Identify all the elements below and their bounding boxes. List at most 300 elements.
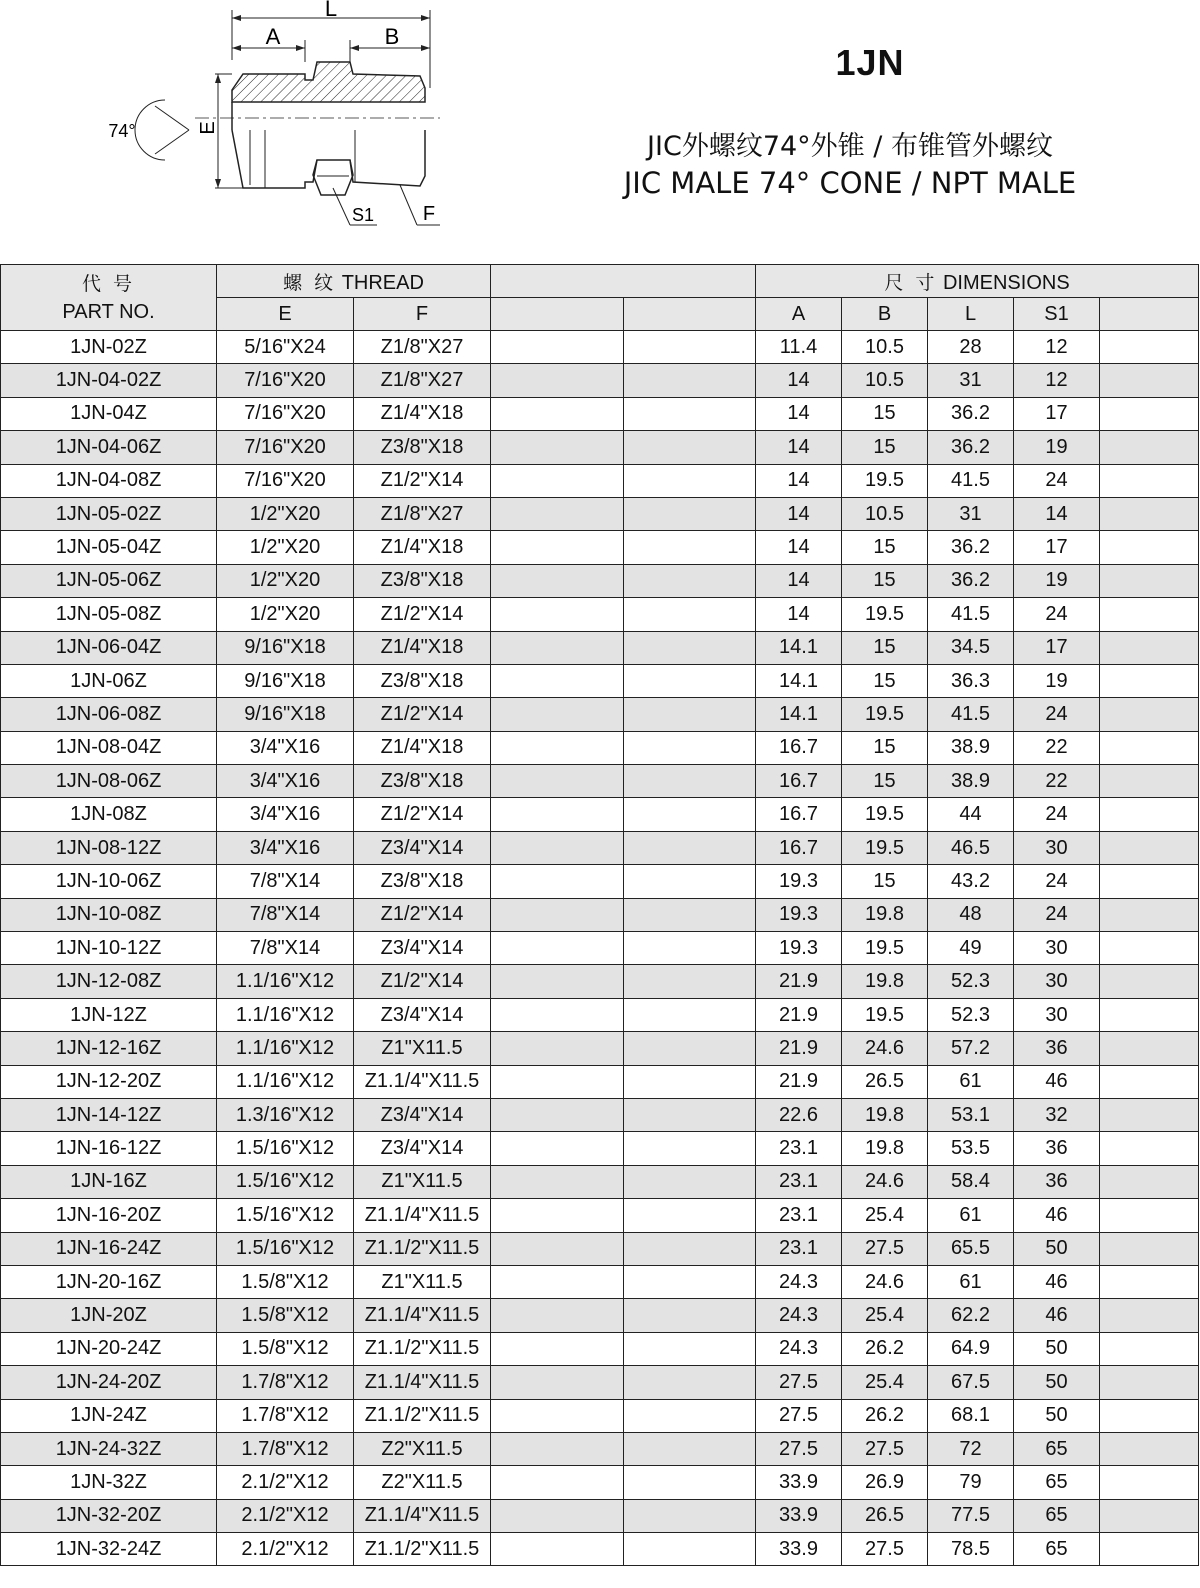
- cell-thread-F: Z1/8"X27: [354, 364, 491, 397]
- cell-blank-1: [491, 531, 624, 564]
- cell-blank-3: [1100, 564, 1199, 597]
- cell-thread-E: 2.1/2"X12: [217, 1499, 354, 1532]
- cell-dim-B: 19.8: [842, 1132, 928, 1165]
- table-body: [1, 331, 1199, 1566]
- cell-blank-2: [624, 497, 756, 530]
- cell-dim-L: 58.4: [928, 1165, 1014, 1198]
- cell-thread-E: 3/4"X16: [217, 831, 354, 864]
- cell-dim-A: 23.1: [756, 1132, 842, 1165]
- table-row: [1, 698, 1199, 731]
- table-row: [1, 431, 1199, 464]
- cell-thread-E: 9/16"X18: [217, 631, 354, 664]
- cell-blank-1: [491, 598, 624, 631]
- cell-thread-F: Z1.1/4"X11.5: [354, 1199, 491, 1232]
- cell-thread-E: 1/2"X20: [217, 497, 354, 530]
- table-row: [1, 1299, 1199, 1332]
- cell-dim-S1: 36: [1014, 1032, 1100, 1065]
- cell-part-no: 1JN-24-20Z: [1, 1366, 217, 1399]
- table-row: [1, 531, 1199, 564]
- cell-blank-3: [1100, 531, 1199, 564]
- cell-thread-F: Z3/4"X14: [354, 998, 491, 1031]
- cell-blank-2: [624, 1265, 756, 1298]
- table-row: [1, 1499, 1199, 1532]
- cell-thread-F: Z1.1/2"X11.5: [354, 1533, 491, 1566]
- cell-thread-E: 7/16"X20: [217, 431, 354, 464]
- cell-blank-3: [1100, 1065, 1199, 1098]
- header-col-F: F: [354, 298, 491, 331]
- cell-blank-2: [624, 998, 756, 1031]
- header-col-blank-2: [624, 298, 756, 331]
- cell-blank-1: [491, 564, 624, 597]
- cell-thread-E: 1/2"X20: [217, 531, 354, 564]
- table-row: [1, 598, 1199, 631]
- header-thread-en: THREAD: [341, 271, 424, 294]
- cell-thread-E: 2.1/2"X12: [217, 1466, 354, 1499]
- cell-thread-F: Z3/4"X14: [354, 1098, 491, 1131]
- cell-thread-E: 2.1/2"X12: [217, 1533, 354, 1566]
- cell-dim-L: 77.5: [928, 1499, 1014, 1532]
- cell-blank-1: [491, 464, 624, 497]
- cell-thread-E: 3/4"X16: [217, 798, 354, 831]
- cell-part-no: 1JN-20-16Z: [1, 1265, 217, 1298]
- cell-thread-E: 1.3/16"X12: [217, 1098, 354, 1131]
- cell-thread-F: Z1/2"X14: [354, 965, 491, 998]
- cell-part-no: 1JN-06-04Z: [1, 631, 217, 664]
- cell-dim-A: 22.6: [756, 1098, 842, 1131]
- cell-dim-L: 53.1: [928, 1098, 1014, 1131]
- cell-blank-2: [624, 1432, 756, 1465]
- cell-dim-A: 14: [756, 564, 842, 597]
- cell-blank-3: [1100, 731, 1199, 764]
- cell-part-no: 1JN-32-20Z: [1, 1499, 217, 1532]
- cell-dim-A: 27.5: [756, 1366, 842, 1399]
- cell-part-no: 1JN-20Z: [1, 1299, 217, 1332]
- table-row: [1, 865, 1199, 898]
- header-thread: [217, 265, 491, 298]
- cell-thread-F: Z3/4"X14: [354, 932, 491, 965]
- cell-dim-S1: 19: [1014, 664, 1100, 697]
- cell-thread-E: 1.1/16"X12: [217, 965, 354, 998]
- cell-thread-F: Z1/4"X18: [354, 731, 491, 764]
- cell-thread-E: 9/16"X18: [217, 664, 354, 697]
- table-row: [1, 1332, 1199, 1365]
- cell-dim-L: 61: [928, 1065, 1014, 1098]
- cell-blank-3: [1100, 698, 1199, 731]
- cell-blank-2: [624, 1466, 756, 1499]
- cell-dim-S1: 19: [1014, 431, 1100, 464]
- cell-thread-E: 1.5/8"X12: [217, 1332, 354, 1365]
- cell-dim-B: 26.5: [842, 1065, 928, 1098]
- cell-blank-1: [491, 1032, 624, 1065]
- cell-dim-B: 26.2: [842, 1332, 928, 1365]
- cell-dim-L: 78.5: [928, 1533, 1014, 1566]
- cell-blank-3: [1100, 998, 1199, 1031]
- cell-thread-F: Z1"X11.5: [354, 1265, 491, 1298]
- cell-blank-1: [491, 965, 624, 998]
- cell-dim-S1: 17: [1014, 631, 1100, 664]
- cell-dim-L: 52.3: [928, 965, 1014, 998]
- spec-table: [0, 264, 1199, 1566]
- dim-label-B: B: [384, 24, 400, 49]
- subtitle-chinese: JIC外螺纹74°外锥 / 布锥管外螺纹: [647, 131, 1053, 162]
- cell-part-no: 1JN-05-06Z: [1, 564, 217, 597]
- cell-thread-F: Z3/4"X14: [354, 831, 491, 864]
- cell-dim-S1: 32: [1014, 1098, 1100, 1131]
- cell-blank-3: [1100, 598, 1199, 631]
- cell-dim-S1: 46: [1014, 1299, 1100, 1332]
- cell-blank-3: [1100, 1199, 1199, 1232]
- cell-blank-2: [624, 798, 756, 831]
- cell-dim-L: 64.9: [928, 1332, 1014, 1365]
- cell-dim-B: 26.2: [842, 1399, 928, 1432]
- cell-thread-F: Z1/8"X27: [354, 331, 491, 364]
- cell-blank-2: [624, 431, 756, 464]
- cell-thread-F: Z1/8"X27: [354, 497, 491, 530]
- cell-part-no: 1JN-14-12Z: [1, 1098, 217, 1131]
- cell-dim-A: 19.3: [756, 898, 842, 931]
- table-row: [1, 464, 1199, 497]
- cell-thread-F: Z1/4"X18: [354, 397, 491, 430]
- cell-dim-S1: 17: [1014, 531, 1100, 564]
- cell-part-no: 1JN-12-16Z: [1, 1032, 217, 1065]
- header-dims-cn: 尺 寸: [884, 271, 938, 294]
- cell-dim-S1: 50: [1014, 1366, 1100, 1399]
- cell-blank-1: [491, 1165, 624, 1198]
- cell-thread-E: 5/16"X24: [217, 331, 354, 364]
- cell-dim-B: 15: [842, 631, 928, 664]
- table-row: [1, 1165, 1199, 1198]
- cell-dim-A: 16.7: [756, 798, 842, 831]
- cell-blank-2: [624, 631, 756, 664]
- header-blank: [491, 265, 756, 298]
- cell-dim-S1: 14: [1014, 497, 1100, 530]
- cell-dim-L: 52.3: [928, 998, 1014, 1031]
- cell-dim-L: 49: [928, 932, 1014, 965]
- cell-dim-S1: 50: [1014, 1332, 1100, 1365]
- cell-blank-1: [491, 765, 624, 798]
- cell-part-no: 1JN-08Z: [1, 798, 217, 831]
- cell-dim-B: 19.5: [842, 598, 928, 631]
- cell-blank-3: [1100, 831, 1199, 864]
- cell-dim-A: 24.3: [756, 1265, 842, 1298]
- table-row: [1, 1366, 1199, 1399]
- cell-dim-L: 31: [928, 497, 1014, 530]
- cell-part-no: 1JN-32-24Z: [1, 1533, 217, 1566]
- table-row: [1, 831, 1199, 864]
- cell-part-no: 1JN-04-08Z: [1, 464, 217, 497]
- page-title: 1JN: [835, 42, 905, 83]
- cell-dim-A: 33.9: [756, 1533, 842, 1566]
- cell-blank-3: [1100, 1299, 1199, 1332]
- fitting-drawing: [95, 0, 465, 240]
- cell-dim-A: 24.3: [756, 1332, 842, 1365]
- cell-dim-B: 24.6: [842, 1032, 928, 1065]
- cell-part-no: 1JN-04Z: [1, 397, 217, 430]
- cell-thread-F: Z3/8"X18: [354, 431, 491, 464]
- table-row: [1, 1098, 1199, 1131]
- cell-dim-B: 19.5: [842, 464, 928, 497]
- cell-dim-L: 79: [928, 1466, 1014, 1499]
- table-row: [1, 1432, 1199, 1465]
- cell-blank-1: [491, 1366, 624, 1399]
- cell-thread-F: Z1.1/2"X11.5: [354, 1232, 491, 1265]
- cell-dim-A: 27.5: [756, 1399, 842, 1432]
- cell-thread-E: 1.1/16"X12: [217, 1032, 354, 1065]
- cell-dim-B: 19.5: [842, 698, 928, 731]
- cell-dim-L: 38.9: [928, 731, 1014, 764]
- header-thread-cn: 螺 纹: [283, 271, 337, 294]
- cell-dim-L: 34.5: [928, 631, 1014, 664]
- cell-thread-F: Z1.1/4"X11.5: [354, 1499, 491, 1532]
- cell-dim-B: 15: [842, 664, 928, 697]
- cell-blank-1: [491, 1499, 624, 1532]
- header-part-en: PART NO.: [62, 300, 155, 323]
- cell-thread-F: Z1.1/2"X11.5: [354, 1399, 491, 1432]
- cell-blank-3: [1100, 1132, 1199, 1165]
- cell-blank-1: [491, 1098, 624, 1131]
- cell-dim-B: 19.5: [842, 998, 928, 1031]
- cell-blank-3: [1100, 1466, 1199, 1499]
- cell-dim-A: 23.1: [756, 1165, 842, 1198]
- cell-thread-F: Z1.1/4"X11.5: [354, 1065, 491, 1098]
- table-row: [1, 1399, 1199, 1432]
- cell-part-no: 1JN-10-06Z: [1, 865, 217, 898]
- table-row: [1, 1466, 1199, 1499]
- cell-part-no: 1JN-05-04Z: [1, 531, 217, 564]
- cell-part-no: 1JN-02Z: [1, 331, 217, 364]
- dim-label-A: A: [265, 24, 281, 49]
- cell-blank-1: [491, 1332, 624, 1365]
- cell-dim-S1: 46: [1014, 1199, 1100, 1232]
- cell-dim-S1: 30: [1014, 998, 1100, 1031]
- cell-thread-E: 1.7/8"X12: [217, 1432, 354, 1465]
- cell-thread-E: 7/16"X20: [217, 464, 354, 497]
- cell-thread-F: Z1/2"X14: [354, 598, 491, 631]
- table-row: [1, 1199, 1199, 1232]
- cell-blank-3: [1100, 664, 1199, 697]
- cell-blank-3: [1100, 431, 1199, 464]
- cell-dim-B: 26.5: [842, 1499, 928, 1532]
- cell-dim-S1: 30: [1014, 831, 1100, 864]
- cell-dim-L: 65.5: [928, 1232, 1014, 1265]
- cell-thread-E: 7/8"X14: [217, 898, 354, 931]
- cell-blank-3: [1100, 364, 1199, 397]
- cell-blank-2: [624, 932, 756, 965]
- cell-part-no: 1JN-10-08Z: [1, 898, 217, 931]
- cell-thread-F: Z2"X11.5: [354, 1466, 491, 1499]
- cell-part-no: 1JN-16-24Z: [1, 1232, 217, 1265]
- header-col-blank-1: [491, 298, 624, 331]
- cell-dim-S1: 24: [1014, 464, 1100, 497]
- cell-thread-F: Z1/2"X14: [354, 898, 491, 931]
- table-row: [1, 998, 1199, 1031]
- cell-part-no: 1JN-04-06Z: [1, 431, 217, 464]
- cell-blank-1: [491, 698, 624, 731]
- cell-blank-1: [491, 1533, 624, 1566]
- cell-thread-E: 1.7/8"X12: [217, 1399, 354, 1432]
- cell-thread-F: Z1/2"X14: [354, 798, 491, 831]
- cell-dim-S1: 24: [1014, 798, 1100, 831]
- cell-blank-1: [491, 998, 624, 1031]
- cell-thread-F: Z1.1/4"X11.5: [354, 1366, 491, 1399]
- cell-blank-3: [1100, 1399, 1199, 1432]
- cell-blank-3: [1100, 1265, 1199, 1298]
- cell-part-no: 1JN-32Z: [1, 1466, 217, 1499]
- cell-blank-1: [491, 731, 624, 764]
- table-row: [1, 965, 1199, 998]
- cell-blank-1: [491, 1399, 624, 1432]
- cell-blank-1: [491, 1065, 624, 1098]
- cell-dim-S1: 65: [1014, 1432, 1100, 1465]
- cell-thread-E: 1.1/16"X12: [217, 1065, 354, 1098]
- cell-blank-2: [624, 965, 756, 998]
- cell-thread-F: Z1/4"X18: [354, 531, 491, 564]
- cell-dim-B: 25.4: [842, 1299, 928, 1332]
- cell-dim-A: 14: [756, 397, 842, 430]
- cell-blank-1: [491, 1199, 624, 1232]
- table-row: [1, 364, 1199, 397]
- cell-dim-B: 25.4: [842, 1199, 928, 1232]
- cell-dim-S1: 30: [1014, 932, 1100, 965]
- cell-dim-S1: 22: [1014, 731, 1100, 764]
- cell-part-no: 1JN-04-02Z: [1, 364, 217, 397]
- cell-dim-B: 15: [842, 431, 928, 464]
- cell-dim-S1: 24: [1014, 598, 1100, 631]
- cell-thread-E: 9/16"X18: [217, 698, 354, 731]
- dim-label-S1: S1: [351, 205, 375, 225]
- table-row: [1, 497, 1199, 530]
- cell-part-no: 1JN-16Z: [1, 1165, 217, 1198]
- cell-part-no: 1JN-08-06Z: [1, 765, 217, 798]
- cell-dim-S1: 24: [1014, 898, 1100, 931]
- cell-part-no: 1JN-10-12Z: [1, 932, 217, 965]
- cell-blank-3: [1100, 765, 1199, 798]
- cell-blank-2: [624, 464, 756, 497]
- cell-dim-A: 14: [756, 464, 842, 497]
- cell-thread-F: Z1/4"X18: [354, 631, 491, 664]
- cell-blank-1: [491, 397, 624, 430]
- header-dims-en: DIMENSIONS: [942, 271, 1070, 294]
- cell-dim-B: 15: [842, 765, 928, 798]
- cell-part-no: 1JN-24-32Z: [1, 1432, 217, 1465]
- cell-dim-A: 16.7: [756, 765, 842, 798]
- cell-dim-L: 57.2: [928, 1032, 1014, 1065]
- cell-dim-L: 53.5: [928, 1132, 1014, 1165]
- cell-dim-B: 15: [842, 397, 928, 430]
- table-row: [1, 898, 1199, 931]
- table-row: [1, 331, 1199, 364]
- cell-blank-1: [491, 1466, 624, 1499]
- cell-part-no: 1JN-16-20Z: [1, 1199, 217, 1232]
- cell-thread-F: Z3/8"X18: [354, 564, 491, 597]
- table-row: [1, 1265, 1199, 1298]
- dim-label-L: L: [324, 0, 338, 21]
- cell-dim-L: 62.2: [928, 1299, 1014, 1332]
- cell-blank-2: [624, 1032, 756, 1065]
- cell-blank-2: [624, 1165, 756, 1198]
- table-row: [1, 1232, 1199, 1265]
- cell-blank-2: [624, 698, 756, 731]
- cell-dim-S1: 65: [1014, 1533, 1100, 1566]
- cell-dim-B: 19.5: [842, 798, 928, 831]
- cell-dim-A: 16.7: [756, 831, 842, 864]
- cell-dim-S1: 65: [1014, 1466, 1100, 1499]
- cell-dim-A: 19.3: [756, 932, 842, 965]
- cell-dim-A: 21.9: [756, 1032, 842, 1065]
- cell-thread-E: 1/2"X20: [217, 598, 354, 631]
- cell-blank-3: [1100, 1533, 1199, 1566]
- cell-dim-L: 61: [928, 1265, 1014, 1298]
- cell-dim-L: 41.5: [928, 698, 1014, 731]
- cell-blank-2: [624, 664, 756, 697]
- cell-blank-2: [624, 1366, 756, 1399]
- cell-thread-E: 1.5/16"X12: [217, 1199, 354, 1232]
- cell-dim-L: 68.1: [928, 1399, 1014, 1432]
- cell-blank-2: [624, 865, 756, 898]
- cell-dim-S1: 30: [1014, 965, 1100, 998]
- table-row: [1, 397, 1199, 430]
- table-row: [1, 798, 1199, 831]
- header-col-B: B: [842, 298, 928, 331]
- cell-blank-1: [491, 1265, 624, 1298]
- cell-dim-L: 46.5: [928, 831, 1014, 864]
- cell-dim-S1: 36: [1014, 1165, 1100, 1198]
- cell-part-no: 1JN-05-08Z: [1, 598, 217, 631]
- cell-dim-A: 14: [756, 598, 842, 631]
- cell-dim-B: 10.5: [842, 331, 928, 364]
- cell-blank-2: [624, 1499, 756, 1532]
- cell-thread-F: Z1"X11.5: [354, 1032, 491, 1065]
- cell-dim-B: 19.8: [842, 965, 928, 998]
- cell-dim-A: 24.3: [756, 1299, 842, 1332]
- cell-dim-B: 15: [842, 865, 928, 898]
- header-part-no: [1, 265, 217, 331]
- cell-dim-B: 24.6: [842, 1265, 928, 1298]
- cell-dim-A: 14.1: [756, 631, 842, 664]
- cell-dim-B: 27.5: [842, 1232, 928, 1265]
- cell-blank-2: [624, 1132, 756, 1165]
- cell-blank-2: [624, 1232, 756, 1265]
- header-col-E: E: [217, 298, 354, 331]
- cell-blank-1: [491, 631, 624, 664]
- header-col-blank-3: [1100, 298, 1199, 331]
- cell-dim-B: 19.5: [842, 831, 928, 864]
- cell-thread-F: Z1.1/4"X11.5: [354, 1299, 491, 1332]
- cell-blank-1: [491, 1432, 624, 1465]
- cell-dim-L: 36.2: [928, 397, 1014, 430]
- cell-blank-2: [624, 1399, 756, 1432]
- cell-dim-A: 33.9: [756, 1466, 842, 1499]
- cell-blank-1: [491, 798, 624, 831]
- cell-blank-1: [491, 497, 624, 530]
- cell-part-no: 1JN-08-12Z: [1, 831, 217, 864]
- cell-dim-B: 19.8: [842, 1098, 928, 1131]
- cell-thread-F: Z3/8"X18: [354, 664, 491, 697]
- cell-thread-E: 3/4"X16: [217, 731, 354, 764]
- table-row: [1, 932, 1199, 965]
- cell-blank-1: [491, 364, 624, 397]
- cell-dim-B: 27.5: [842, 1432, 928, 1465]
- cell-part-no: 1JN-06-08Z: [1, 698, 217, 731]
- cell-dim-L: 38.9: [928, 765, 1014, 798]
- cell-dim-S1: 24: [1014, 865, 1100, 898]
- cell-thread-E: 1.5/8"X12: [217, 1265, 354, 1298]
- cell-dim-B: 26.9: [842, 1466, 928, 1499]
- cell-dim-S1: 24: [1014, 698, 1100, 731]
- cell-blank-3: [1100, 1366, 1199, 1399]
- cell-blank-2: [624, 331, 756, 364]
- cell-blank-1: [491, 932, 624, 965]
